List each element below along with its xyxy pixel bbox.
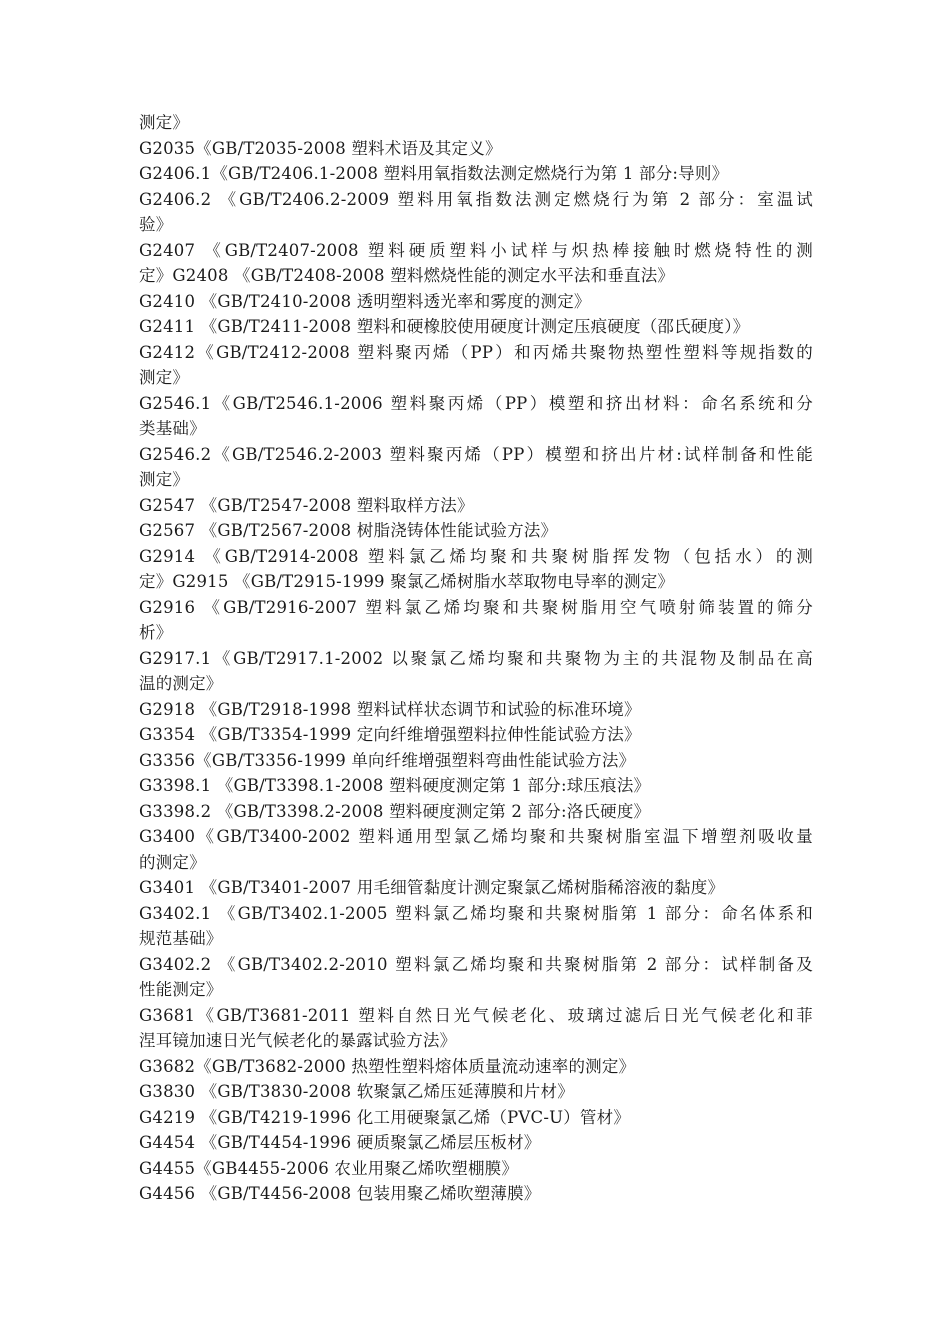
text-line: G4454 《GB/T4454-1996 硬质聚氯乙烯层压板材》 — [139, 1133, 541, 1152]
text-line: G4456 《GB/T4456-2008 包装用聚乙烯吹塑薄膜》 — [139, 1184, 541, 1203]
text-line: 规范基础》 — [139, 929, 223, 948]
text-line: 定》G2915 《GB/T2915-1999 聚氯乙烯树脂水萃取物电导率的测定》 — [139, 572, 675, 591]
text-line: G2407 《GB/T2407-2008 塑料硬质塑料小试样与炽热棒接触时燃烧特性的测 — [139, 240, 813, 260]
text-line: G2411 《GB/T2411-2008 塑料和硬橡胶使用硬度计测定压痕硬度（邵氏硬度）》 — [139, 317, 750, 336]
text-line: G3354 《GB/T3354-1999 定向纤维增强塑料拉伸性能试验方法》 — [139, 725, 641, 744]
text-line: G3398.1 《GB/T3398.1-2008 塑料硬度测定第 1 部分:球压痕法》 — [139, 776, 651, 795]
text-line: 的测定》 — [139, 852, 206, 872]
text-line: G4455《GB4455-2006 农业用聚乙烯吹塑棚膜》 — [139, 1158, 519, 1178]
text-line: 测定》 — [139, 470, 190, 489]
text-line: G2567 《GB/T2567-2008 树脂浇铸体性能试验方法》 — [139, 521, 558, 540]
text-line: G3400《GB/T3400-2002 塑料通用型氯乙烯均聚和共聚树脂室温下增塑剂吸收量 — [139, 827, 813, 846]
text-line: G3402.2 《GB/T3402.2-2010 塑料氯乙烯均聚和共聚树脂第 2 部分：试样制备及 — [139, 954, 813, 974]
text-line: 类基础》 — [139, 419, 206, 438]
text-line: G2546.2《GB/T2546.2-2003 塑料聚丙烯（PP）模塑和挤出片材:试样制备和性能 — [139, 444, 813, 464]
text-line: G3398.2 《GB/T3398.2-2008 塑料硬度测定第 2 部分:洛氏硬度》 — [139, 801, 651, 821]
text-line: G3356《GB/T3356-1999 单向纤维增强塑料弯曲性能试验方法》 — [139, 750, 636, 770]
text-line: 定》G2408 《GB/T2408-2008 塑料燃烧性能的测定水平法和垂直法》 — [139, 266, 675, 285]
text-line: 测定》 — [139, 368, 190, 387]
text-line: 验》 — [139, 215, 173, 234]
text-line: 涅耳镜加速日光气候老化的暴露试验方法》 — [139, 1031, 457, 1050]
text-line: G3402.1 《GB/T3402.1-2005 塑料氯乙烯均聚和共聚树脂第 1 部分：命名体系和 — [139, 903, 813, 923]
text-line: G3830 《GB/T3830-2008 软聚氯乙烯压延薄膜和片材》 — [139, 1082, 574, 1101]
text-line: 温的测定》 — [139, 674, 223, 693]
text-line: G2410 《GB/T2410-2008 透明塑料透光率和雾度的测定》 — [139, 291, 591, 311]
text-line: G2412《GB/T2412-2008 塑料聚丙烯（PP）和丙烯共聚物热塑性塑料等规指数的 — [139, 342, 813, 362]
text-line: G2914 《GB/T2914-2008 塑料氯乙烯均聚和共聚树脂挥发物（包括水）的测 — [139, 546, 813, 566]
text-line: G4219 《GB/T4219-1996 化工用硬聚氯乙烯（PVC-U）管材》 — [139, 1107, 631, 1127]
text-line: G2917.1《GB/T2917.1-2002 以聚氯乙烯均聚和共聚物为主的共混物及制品在高 — [139, 648, 813, 668]
text-line: G2546.1《GB/T2546.1-2006 塑料聚丙烯（PP）模塑和挤出材料：命名系统和分 — [139, 393, 813, 413]
text-line: 性能测定》 — [139, 980, 223, 999]
document-body — [139, 110, 813, 1207]
text-line: G2406.2 《GB/T2406.2-2009 塑料用氧指数法测定燃烧行为第 2 部分：室温试 — [139, 189, 813, 209]
text-line: G3681《GB/T3681-2011 塑料自然日光气候老化、玻璃过滤后日光气候老化和菲 — [139, 1005, 813, 1025]
text-line: G2406.1《GB/T2406.1-2008 塑料用氧指数法测定燃烧行为第 1 部分:导则》 — [139, 164, 729, 183]
text-line: G2547 《GB/T2547-2008 塑料取样方法》 — [139, 495, 474, 515]
text-line: G2035《GB/T2035-2008 塑料术语及其定义》 — [139, 138, 502, 158]
text-line: G3401 《GB/T3401-2007 用毛细管黏度计测定聚氯乙烯树脂稀溶液的黏度》 — [139, 878, 725, 897]
text-line: G2916 《GB/T2916-2007 塑料氯乙烯均聚和共聚树脂用空气喷射筛装置的筛分 — [139, 597, 813, 617]
text-line: G2918 《GB/T2918-1998 塑料试样状态调节和试验的标准环境》 — [139, 699, 641, 719]
text-line: 析》 — [139, 623, 173, 642]
text-line: G3682《GB/T3682-2000 热塑性塑料熔体质量流动速率的测定》 — [139, 1056, 636, 1076]
text-line: 测定》 — [139, 113, 190, 132]
